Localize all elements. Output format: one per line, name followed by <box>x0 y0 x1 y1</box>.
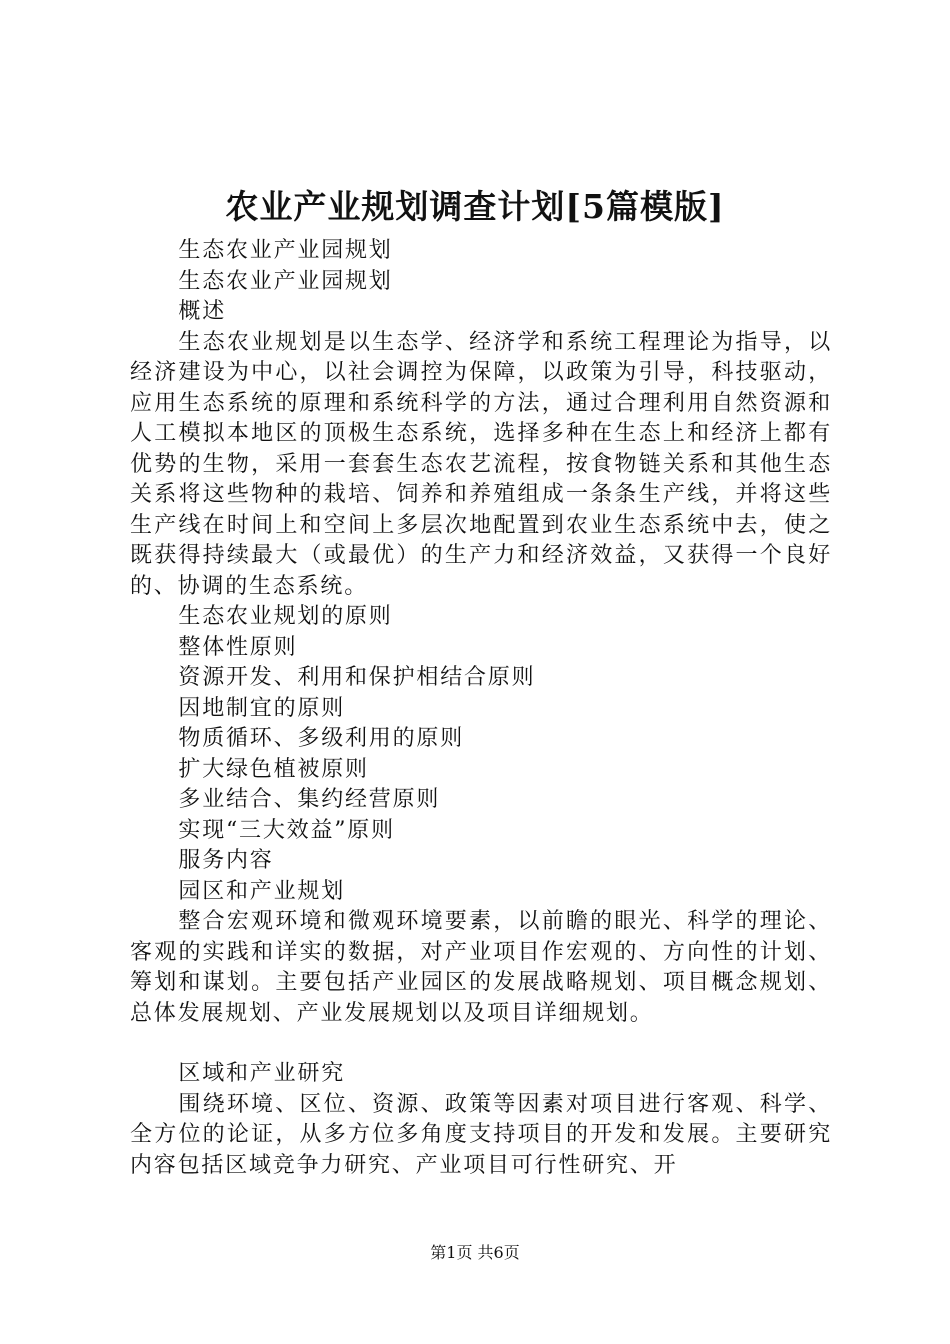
paragraph: 生态农业产业园规划 <box>178 268 393 294</box>
paragraph: 整合宏观环境和微观环境要素，以前瞻的眼光、科学的理论、客观的实践和详实的数据，对产业项目作宏观的、方向性的计划、筹划和谋划。主要包括产业园区的发展战略规划、项目概念规划、总体发展规划、产业发展规划以及项目详细规划。 <box>130 909 832 1026</box>
paragraph: 多业结合、集约经营原则 <box>178 787 441 812</box>
paragraph: 实现“三大效益”原则 <box>178 817 395 843</box>
paragraph: 概述 <box>178 299 226 324</box>
paragraph: 生态农业规划的原则 <box>178 604 393 629</box>
paragraph: 服务内容 <box>178 848 274 873</box>
document-body <box>130 236 832 1181</box>
page-footer: 第1页 共6页 <box>430 1243 520 1262</box>
paragraph: 物质循环、多级利用的原则 <box>178 726 464 751</box>
paragraph: 生态农业产业园规划 <box>178 238 393 263</box>
paragraph: 生态农业规划是以生态学、经济学和系统工程理论为指导，以经济建设为中心，以社会调控为保障，以政策为引导，科技驱动，应用生态系统的原理和系统科学的方法，通过合理利用自然资源和人工模拟本地区的顶极生态系统，选择多种在生态上和经济上都有优势的生物，采用一套套生态农艺流程，按食物链关系和其他生态关系将这些物种的栽培、饲养和养殖组成一条条生产线，并将这些生产线在时间上和空间上多层次地配置到农业生态系统中去，使之既获得持续最大（或最优）的生产力和经济效益，又获得一个良好的、协调的生态系统。 <box>130 329 832 599</box>
paragraph: 园区和产业规划 <box>178 878 345 904</box>
paragraph: 因地制宜的原则 <box>178 695 345 721</box>
paragraph: 围绕环境、区位、资源、政策等因素对项目进行客观、科学、全方位的论证，从多方位多角度支持项目的开发和发展。主要研究内容包括区域竞争力研究、产业项目可行性研究、开 <box>130 1091 832 1178</box>
paragraph: 资源开发、利用和保护相结合原则 <box>178 665 536 690</box>
document-title: 农业产业规划调查计划[5篇模版] <box>225 187 725 226</box>
paragraph: 扩大绿色植被原则 <box>178 756 369 782</box>
paragraph: 整体性原则 <box>178 634 298 660</box>
paragraph: 区域和产业研究 <box>178 1061 345 1086</box>
